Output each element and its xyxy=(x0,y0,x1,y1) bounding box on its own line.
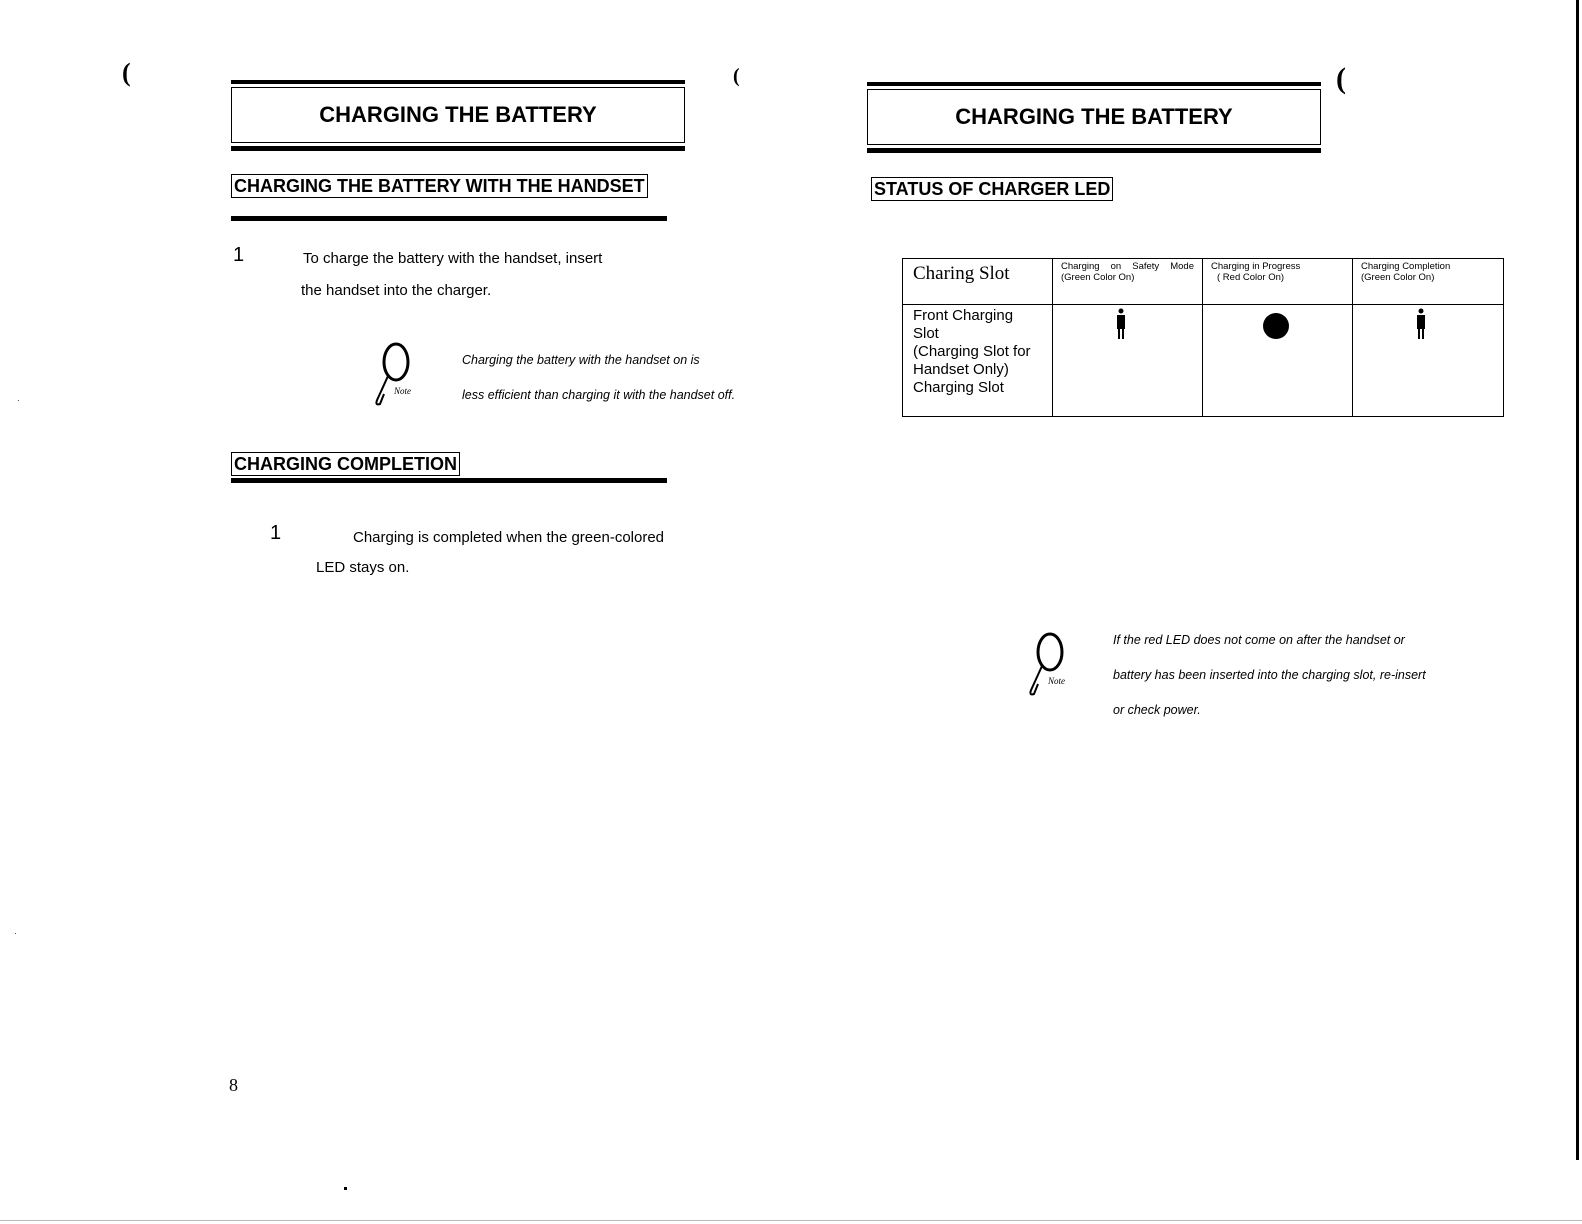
svg-text:Note: Note xyxy=(394,386,411,396)
page-number: 8 xyxy=(229,1075,238,1095)
left-title-top-rule xyxy=(231,80,685,84)
right-title-top-rule xyxy=(867,82,1321,86)
led-cell-safety-mode xyxy=(1053,305,1203,417)
section-heading-status-led: STATUS OF CHARGER LED xyxy=(871,177,1113,201)
scan-bottom-edge xyxy=(0,1220,1582,1221)
scan-speck xyxy=(344,1187,347,1190)
green-blink-icon xyxy=(1414,308,1428,342)
right-note-line2: battery has been inserted into the charging slot, re-insert xyxy=(1113,668,1426,682)
header-completion-line1: Charging Completion xyxy=(1361,261,1451,272)
red-solid-dot-icon xyxy=(1262,312,1290,340)
slot-name-cell xyxy=(903,305,1053,417)
note-text-line1: Charging the battery with the handset on is xyxy=(462,353,700,367)
note-icon xyxy=(370,342,422,414)
left-page-title: CHARGING THE BATTERY xyxy=(231,87,685,143)
green-blink-icon xyxy=(1114,308,1128,342)
section-heading-charging-completion: CHARGING COMPLETION xyxy=(231,452,460,476)
header-completion xyxy=(1353,259,1504,305)
led-cell-completion xyxy=(1353,305,1504,417)
header-charging-slot: Charing Slot xyxy=(903,259,1053,305)
header-in-progress xyxy=(1203,259,1353,305)
svg-text:Note: Note xyxy=(1048,676,1065,686)
led-cell-in-progress xyxy=(1203,305,1353,417)
step-text-line2: the handset into the charger. xyxy=(301,282,492,299)
header-safety-mode-line2: (Green Color On) xyxy=(1061,272,1135,283)
right-note-line1: If the red LED does not come on after the handset or xyxy=(1113,633,1405,647)
section2-rule xyxy=(231,478,667,483)
slot-name-line3: (Charging Slot for xyxy=(913,343,1031,360)
scan-right-edge xyxy=(1576,0,1579,1160)
step-number: 1 xyxy=(233,244,245,266)
left-title-bottom-rule xyxy=(231,146,685,151)
scan-mark-left: ( xyxy=(122,58,131,87)
led-status-table xyxy=(902,258,1504,417)
scan-speck xyxy=(15,933,16,934)
slot-name-line2: Slot xyxy=(913,325,939,342)
completion-step-number: 1 xyxy=(270,522,282,544)
section1-rule xyxy=(231,216,667,221)
section-heading-charging-with-handset: CHARGING THE BATTERY WITH THE HANDSET xyxy=(231,174,648,198)
slot-name-line4: Handset Only) xyxy=(913,361,1009,378)
right-note-line3: or check power. xyxy=(1113,703,1201,717)
scan-speck xyxy=(18,400,19,401)
header-in-progress-line1: Charging in Progress xyxy=(1211,261,1301,272)
table-header-row xyxy=(903,259,1504,305)
note-text-line2: less efficient than charging it with the handset off. xyxy=(462,388,736,402)
note-icon xyxy=(1024,632,1076,704)
completion-text-line1: Charging is completed when the green-colored xyxy=(353,529,665,546)
slot-name-line5: Charging Slot xyxy=(913,379,1004,396)
header-safety-mode xyxy=(1053,259,1203,305)
right-title-bottom-rule xyxy=(867,148,1321,153)
scan-mark-right: ( xyxy=(1336,62,1346,95)
table-row-front-slot xyxy=(903,305,1504,417)
slot-name-line1: Front Charging xyxy=(913,307,1014,324)
completion-text-line2: LED stays on. xyxy=(316,559,410,576)
header-in-progress-line2: ( Red Color On) xyxy=(1217,272,1285,283)
step-text-line1: To charge the battery with the handset, insert xyxy=(303,250,603,267)
right-page-title: CHARGING THE BATTERY xyxy=(867,89,1321,145)
header-completion-line2: (Green Color On) xyxy=(1361,272,1435,283)
scan-mark-center: ( xyxy=(733,65,740,87)
header-safety-mode-line1: Charging on Safety Mode xyxy=(1061,261,1194,272)
